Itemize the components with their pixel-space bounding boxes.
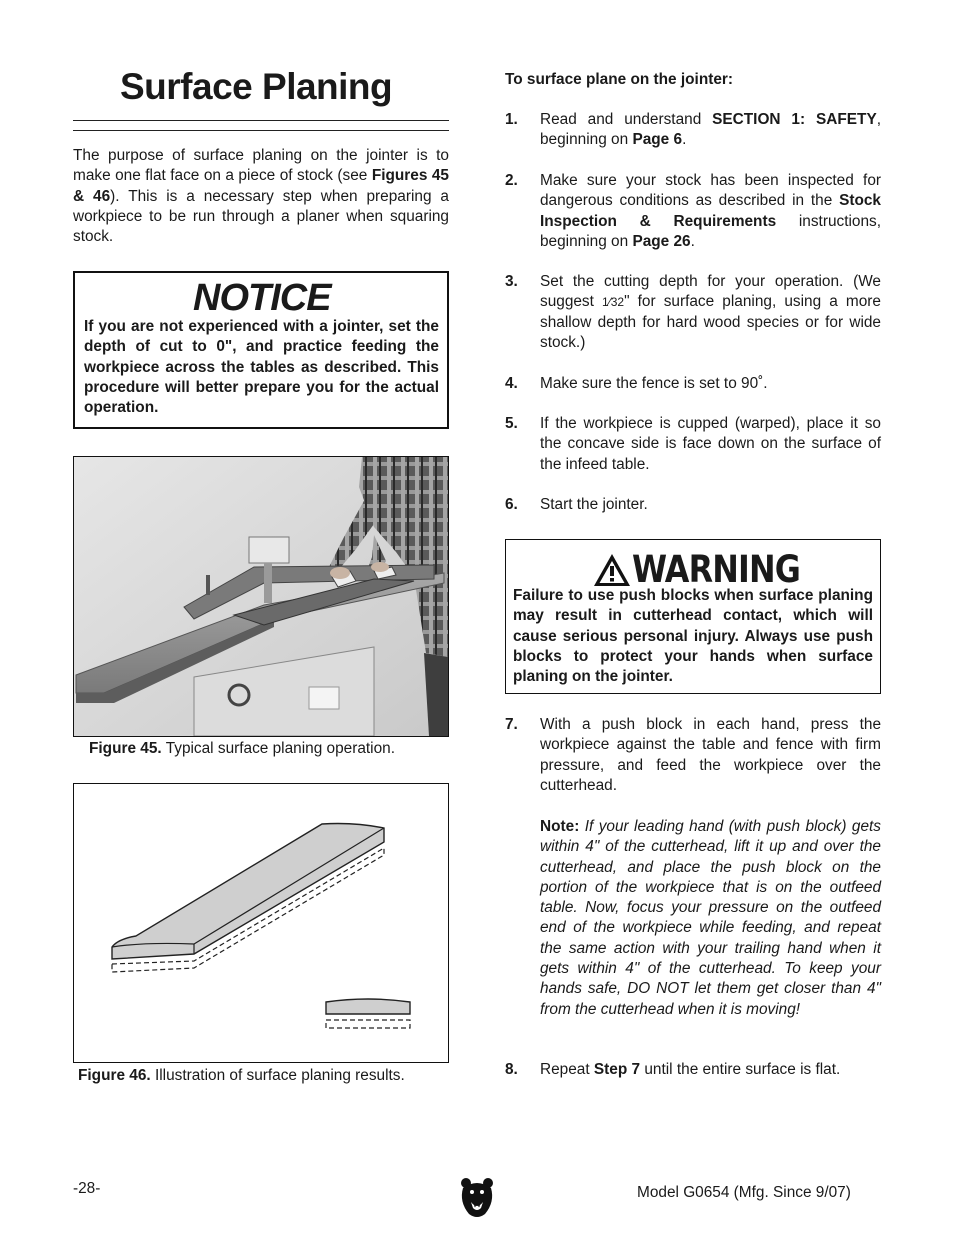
figure-45-caption: Figure 45. Typical surface planing operation. xyxy=(89,740,395,757)
step-3: 3. Set the cutting depth for your operation. (We suggest 1⁄32" for surface planing, using a more shallow depth for hard wood species or for wide stock.) xyxy=(505,273,881,351)
warning-title: WARNING xyxy=(632,548,800,591)
title-rule-bottom xyxy=(73,130,449,131)
title-rule-top xyxy=(73,120,449,121)
notice-title: NOTICE xyxy=(193,277,331,319)
jointer-photo-illustration xyxy=(74,457,448,736)
figure-46-illustration xyxy=(73,783,449,1063)
warning-triangle-icon xyxy=(592,552,632,588)
step-1: 1. Read and understand SECTION 1: SAFETY, beginning on Page 6. xyxy=(505,111,881,149)
bear-logo-icon xyxy=(459,1176,495,1225)
figure-46-caption: Figure 46. Illustration of surface planing results. xyxy=(78,1067,405,1084)
step-7: 7. With a push block in each hand, press the workpiece against the table and fence with firm pressure, and feed the workpiece over the cutterhead. xyxy=(505,716,881,794)
warning-box xyxy=(505,539,881,694)
notice-text: If you are not experienced with a jointer, set the depth of cut to 0", and practice feeding the workpiece across the tables as described. This procedure will better prepare you for the actual operation. xyxy=(84,318,439,417)
planing-results-diagram xyxy=(74,784,448,1062)
figure-45-photo xyxy=(73,456,449,737)
model-info: Model G0654 (Mfg. Since 9/07) xyxy=(637,1184,851,1201)
figures-reference: Figures 45 & 46 xyxy=(73,167,449,205)
notice-box xyxy=(73,271,449,429)
intro-paragraph: The purpose of surface planing on the jointer is to make one flat face on a piece of stock (see Figures 45 & 46). This is a necessary step when preparing a workpiece to be run through a planer when squaring stock. xyxy=(73,147,449,246)
step-2: 2. Make sure your stock has been inspected for dangerous conditions as described in the Stock Inspection & Requirements instructions, beginning on Page 26. xyxy=(505,172,881,250)
page-title: Surface Planing xyxy=(120,66,393,107)
step-7-note: Note: If your leading hand (with push block) gets within 4" of the cutterhead, lift it up and over the cutterhead, and place the push block on the portion of the workpiece that is on the outfeed table. Now, focus your pressure on the outfeed end of the workpiece while feeding, and repeat the same action with your trailing hand when it gets within 4" of the cutterhead. To keep your hands safe, DO NOT let them get closer than 4" from the cutterhead when it is moving! xyxy=(540,818,881,1018)
procedure-heading: To surface plane on the jointer: xyxy=(505,71,734,88)
page-number: -28- xyxy=(73,1180,101,1197)
warning-text: Failure to use push blocks when surface planing may result in cutterhead contact, which will cause serious personal injury. Always use push blocks to protect your hands when surface planing on the jointer. xyxy=(513,587,873,686)
warning-header xyxy=(592,548,827,591)
